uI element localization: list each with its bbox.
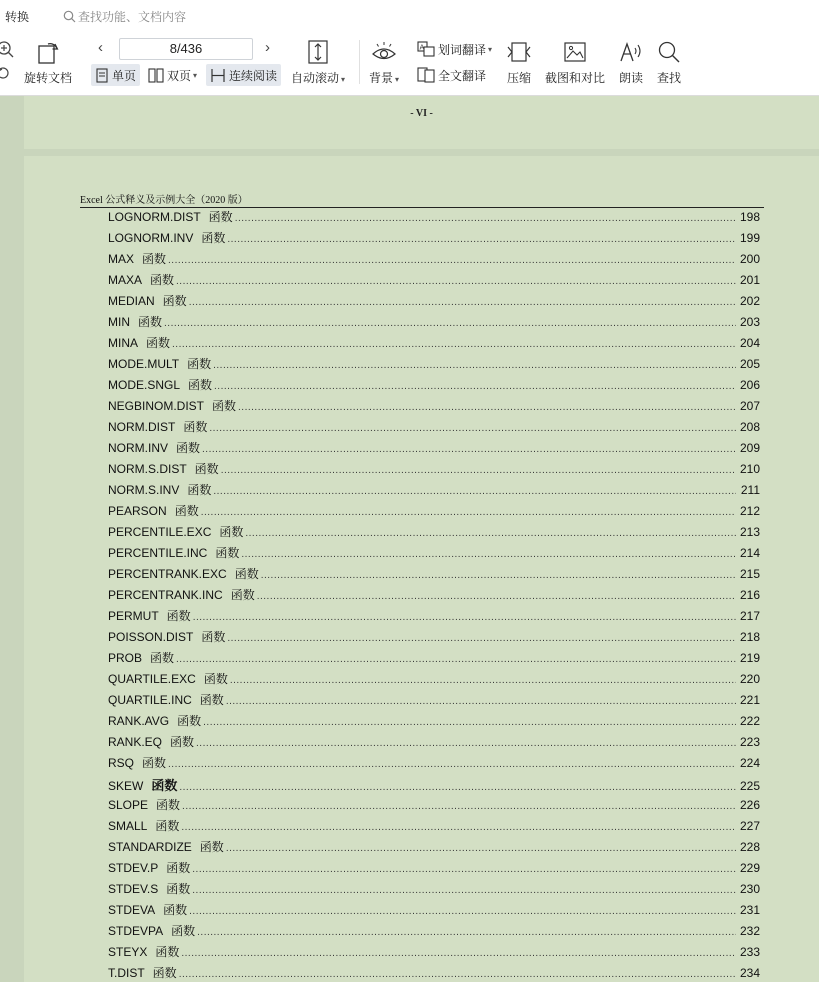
- word-translate-icon: [417, 41, 435, 57]
- toc-leader-dots: [235, 213, 736, 224]
- toc-entry-name: RSQ: [108, 756, 135, 770]
- toc-entry-name: SLOPE: [108, 798, 149, 812]
- toc-entry-func-word: 函数: [174, 504, 199, 518]
- toc-entry-page: 234: [739, 966, 760, 980]
- full-translate-button[interactable]: [413, 64, 490, 86]
- toc-entry-func-word: 函数: [146, 336, 171, 350]
- toc-leader-dots: [238, 402, 736, 413]
- toc-entry-page: 225: [739, 779, 760, 793]
- toc-entry-page: 200: [739, 252, 760, 266]
- toc-entry-func-word: 函数: [142, 252, 167, 266]
- prev-page-button[interactable]: ‹: [98, 39, 103, 56]
- page-number-input[interactable]: 8/436: [119, 38, 253, 60]
- toc-entry-name: POISSON.DIST: [108, 630, 194, 644]
- toc-leader-dots: [213, 360, 736, 371]
- double-page-icon: [148, 68, 164, 83]
- toc-entry[interactable]: [108, 439, 760, 460]
- toc-entry-name: PERCENTILE.EXC: [108, 525, 212, 539]
- toc-entry[interactable]: [108, 313, 760, 334]
- toc-leader-dots: [179, 969, 736, 980]
- chevron-down-icon: ▾: [395, 75, 400, 84]
- toc-entry-func-word-bold: 函数: [151, 778, 178, 793]
- chevron-down-icon: ▾: [193, 70, 198, 80]
- toc-entry-func-word: 函数: [188, 378, 213, 392]
- continuous-read-button[interactable]: [206, 64, 281, 86]
- toc-entry-page: 220: [739, 672, 760, 686]
- toc-leader-dots: [176, 654, 736, 665]
- toc-entry[interactable]: [108, 334, 760, 355]
- toc-leader-dots: [168, 759, 736, 770]
- rotate-document-button[interactable]: [24, 39, 72, 86]
- toc-entry[interactable]: [108, 922, 760, 943]
- word-translate-button[interactable]: [413, 38, 496, 60]
- document-viewport[interactable]: [0, 96, 819, 982]
- toc-entry-page: 231: [739, 903, 760, 917]
- svg-text:A: A: [419, 43, 425, 52]
- toc-entry-name: PERMUT: [108, 609, 159, 623]
- toc-leader-dots: [257, 591, 736, 602]
- toc-entry-name: RANK.AVG: [108, 714, 170, 728]
- toc-entry-page: 232: [739, 924, 760, 938]
- toc-entry[interactable]: [108, 460, 760, 481]
- toc-entry-page: 208: [739, 420, 760, 434]
- toc-entry-name: STANDARDIZE: [108, 840, 192, 854]
- next-page-button[interactable]: ›: [265, 39, 270, 56]
- title-bar: [0, 0, 819, 32]
- compress-button[interactable]: [506, 39, 532, 86]
- toc-entry-name: MODE.MULT: [108, 357, 180, 371]
- toc-entry[interactable]: [108, 838, 760, 859]
- continuous-read-icon: [210, 68, 226, 83]
- table-of-contents: [108, 208, 760, 982]
- toc-entry-page: 224: [739, 756, 760, 770]
- toc-entry-page: 211: [740, 483, 760, 497]
- toc-entry[interactable]: [108, 502, 760, 523]
- toc-entry-func-word: 函数: [171, 924, 196, 938]
- word-translate-label: 划词翻译: [438, 42, 487, 57]
- running-header: Excel 公式释义及示例大全（2020 版）: [80, 191, 764, 208]
- toc-leader-dots: [214, 381, 736, 392]
- toolbar-divider: [359, 40, 360, 84]
- toc-entry-func-word: 函数: [152, 966, 177, 980]
- toc-entry-func-word: 函数: [155, 819, 180, 833]
- search-icon: [656, 39, 682, 65]
- toc-entry-func-word: 函数: [166, 882, 191, 896]
- toc-entry-name: STDEVPA: [108, 924, 164, 938]
- toc-entry-name: STDEVA: [108, 903, 156, 917]
- read-aloud-button[interactable]: [618, 39, 644, 86]
- read-aloud-icon: [618, 39, 644, 65]
- toc-entry-name: NORM.S.DIST: [108, 462, 187, 476]
- toc-entry-func-word: 函数: [201, 630, 226, 644]
- toc-entry-page: 218: [739, 630, 760, 644]
- toc-entry-page: 203: [739, 315, 760, 329]
- toc-entry[interactable]: [108, 208, 760, 229]
- search-box[interactable]: [63, 8, 186, 25]
- toc-entry-name: PEARSON: [108, 504, 167, 518]
- toc-entry-func-word: 函数: [230, 588, 255, 602]
- toc-entry-name: MINA: [108, 336, 138, 350]
- toc-entry-name: MODE.SNGL: [108, 378, 181, 392]
- toc-entry-page: 206: [739, 378, 760, 392]
- toc-entry-name: NEGBINOM.DIST: [108, 399, 205, 413]
- toc-leader-dots: [227, 234, 736, 245]
- toc-entry[interactable]: [108, 607, 760, 628]
- find-button[interactable]: [656, 39, 682, 86]
- toc-entry-page: 227: [739, 819, 760, 833]
- toc-entry-func-word: 函数: [187, 357, 212, 371]
- toc-entry-page: 222: [739, 714, 760, 728]
- toc-entry-func-word: 函数: [199, 693, 224, 707]
- toc-entry-page: 201: [739, 273, 760, 287]
- toc-entry[interactable]: [108, 649, 760, 670]
- toc-entry-func-word: [151, 775, 177, 794]
- toc-entry[interactable]: [108, 418, 760, 439]
- toc-entry-func-word: 函数: [177, 714, 202, 728]
- rotate-small-icon[interactable]: [0, 66, 10, 80]
- toc-entry-page: 212: [739, 504, 760, 518]
- toc-entry[interactable]: [108, 733, 760, 754]
- toc-entry[interactable]: [108, 775, 760, 796]
- toc-entry[interactable]: [108, 565, 760, 586]
- toc-leader-dots: [241, 549, 736, 560]
- toc-entry-page: 230: [739, 882, 760, 896]
- toc-leader-dots: [226, 696, 736, 707]
- auto-scroll-button[interactable]: [291, 39, 345, 86]
- toc-entry-page: 199: [739, 231, 760, 245]
- toc-leader-dots: [168, 255, 736, 266]
- toc-entry-name: SMALL: [108, 819, 148, 833]
- toc-leader-dots: [182, 801, 736, 812]
- read-aloud-label: 朗读: [618, 71, 643, 85]
- toc-leader-dots: [201, 507, 736, 518]
- toc-leader-dots: [202, 444, 736, 455]
- compress-icon: [506, 39, 532, 65]
- toc-entry-func-word: 函数: [212, 399, 237, 413]
- toc-entry-func-word: 函数: [142, 756, 167, 770]
- auto-scroll-icon: [306, 39, 330, 65]
- toc-entry-func-word: 函数: [162, 294, 187, 308]
- full-translate-label: 全文翻译: [438, 68, 487, 83]
- screenshot-icon: [562, 39, 588, 65]
- double-page-label: 双页: [167, 68, 192, 83]
- toc-entry-page: 205: [739, 357, 760, 371]
- toc-entry-func-word: 函数: [203, 672, 228, 686]
- single-page-icon: [95, 68, 109, 83]
- toc-entry-func-word: 函数: [199, 840, 224, 854]
- toc-entry[interactable]: [108, 397, 760, 418]
- toc-entry-func-word: 函数: [150, 273, 175, 287]
- find-label: 查找: [656, 71, 681, 85]
- toc-leader-dots: [189, 906, 736, 917]
- toc-entry-name: MEDIAN: [108, 294, 155, 308]
- continuous-read-label: 连续阅读: [229, 68, 278, 83]
- toc-entry-page: 215: [739, 567, 760, 581]
- rotate-document-icon: [35, 39, 61, 65]
- toc-leader-dots: [261, 570, 736, 581]
- screenshot-compare-label: 截图和对比: [545, 71, 606, 85]
- toc-entry-page: 226: [739, 798, 760, 812]
- toc-entry-func-word: 函数: [234, 567, 259, 581]
- toc-entry[interactable]: [108, 628, 760, 649]
- eye-icon: [370, 39, 398, 65]
- toc-entry[interactable]: [108, 376, 760, 397]
- toc-entry-func-word: 函数: [219, 525, 244, 539]
- toc-entry[interactable]: [108, 880, 760, 901]
- toc-leader-dots: [230, 675, 736, 686]
- toc-entry-page: 229: [739, 861, 760, 875]
- toc-entry-name: PERCENTILE.INC: [108, 546, 208, 560]
- toc-entry-func-word: 函数: [166, 609, 191, 623]
- toc-entry-page: 217: [739, 609, 760, 623]
- toc-entry[interactable]: [108, 817, 760, 838]
- toc-entry-page: 216: [739, 588, 760, 602]
- toc-entry-func-word: 函数: [163, 903, 188, 917]
- toc-entry-func-word: 函数: [156, 798, 181, 812]
- toc-entry[interactable]: [108, 691, 760, 712]
- toc-leader-dots: [181, 822, 736, 833]
- toolbar: [0, 32, 819, 96]
- toc-entry-page: 233: [739, 945, 760, 959]
- toc-entry-name: PERCENTRANK.EXC: [108, 567, 227, 581]
- current-page: [24, 156, 819, 982]
- toc-entry-name: T.DIST: [108, 966, 145, 980]
- toc-leader-dots: [226, 843, 736, 854]
- toc-entry-name: SKEW: [108, 779, 144, 793]
- toc-entry-page: 210: [739, 462, 760, 476]
- single-page-label: 单页: [112, 68, 137, 83]
- double-page-button[interactable]: [144, 64, 201, 86]
- toc-entry-name: STEYX: [108, 945, 148, 959]
- toc-entry-name: NORM.DIST: [108, 420, 176, 434]
- toc-entry[interactable]: [108, 796, 760, 817]
- toc-entry-func-word: 函数: [187, 483, 212, 497]
- toc-entry[interactable]: [108, 943, 760, 964]
- toc-entry[interactable]: [108, 586, 760, 607]
- toc-leader-dots: [196, 738, 736, 749]
- toc-entry[interactable]: [108, 859, 760, 880]
- toc-entry-func-word: 函数: [155, 945, 180, 959]
- toc-leader-dots: [197, 927, 736, 938]
- zoom-in-icon[interactable]: [0, 40, 14, 58]
- toc-entry[interactable]: [108, 964, 760, 982]
- page-number: - VI -: [410, 108, 433, 119]
- toc-entry[interactable]: [108, 523, 760, 544]
- toc-entry-name: MAX: [108, 252, 135, 266]
- toc-entry-name: MAXA: [108, 273, 143, 287]
- toc-entry-func-word: 函数: [194, 462, 219, 476]
- toc-leader-dots: [203, 717, 736, 728]
- toc-leader-dots: [245, 528, 736, 539]
- toc-leader-dots: [172, 339, 736, 350]
- toc-entry-name: LOGNORM.INV: [108, 231, 194, 245]
- search-icon: [63, 10, 76, 23]
- toc-entry-page: 214: [739, 546, 760, 560]
- toc-entry-page: 209: [739, 441, 760, 455]
- toc-leader-dots: [193, 612, 736, 623]
- toc-entry[interactable]: [108, 544, 760, 565]
- toc-leader-dots: [176, 276, 736, 287]
- toc-leader-dots: [209, 423, 736, 434]
- toc-leader-dots: [227, 633, 736, 644]
- toc-leader-dots: [189, 297, 736, 308]
- toc-entry-page: 213: [739, 525, 760, 539]
- tab-convert[interactable]: 转换: [5, 9, 30, 24]
- toc-entry[interactable]: [108, 292, 760, 313]
- screenshot-compare-button[interactable]: [545, 39, 605, 86]
- toc-leader-dots: [192, 864, 736, 875]
- toc-entry-name: LOGNORM.DIST: [108, 210, 201, 224]
- toc-entry-name: RANK.EQ: [108, 735, 163, 749]
- toc-entry-page: 198: [739, 210, 760, 224]
- toc-entry-page: 204: [739, 336, 760, 350]
- toc-entry-page: 223: [739, 735, 760, 749]
- chevron-down-icon: ▾: [488, 44, 493, 54]
- search-placeholder: 查找功能、文档内容: [78, 9, 187, 24]
- toc-leader-dots: [221, 465, 736, 476]
- single-page-button[interactable]: [91, 64, 140, 86]
- toc-entry-func-word: 函数: [150, 651, 175, 665]
- toc-entry-page: 202: [739, 294, 760, 308]
- full-translate-icon: [417, 67, 435, 83]
- toc-entry-func-word: 函数: [176, 441, 201, 455]
- toc-entry[interactable]: [108, 670, 760, 691]
- toc-leader-dots: [179, 782, 736, 793]
- toc-entry[interactable]: [108, 250, 760, 271]
- auto-scroll-label: 自动滚动: [291, 71, 340, 85]
- toc-entry[interactable]: [108, 355, 760, 376]
- toc-entry[interactable]: [108, 229, 760, 250]
- toc-entry-func-word: 函数: [215, 546, 240, 560]
- toc-entry-func-word: 函数: [138, 315, 163, 329]
- chevron-down-icon: ▾: [341, 75, 346, 84]
- toc-entry[interactable]: [108, 901, 760, 922]
- toc-entry[interactable]: [108, 754, 760, 775]
- previous-page: [24, 96, 819, 149]
- toc-entry-name: PERCENTRANK.INC: [108, 588, 223, 602]
- toc-leader-dots: [164, 318, 736, 329]
- toc-entry-name: MIN: [108, 315, 130, 329]
- toc-entry-func-word: 函数: [208, 210, 233, 224]
- toc-entry-name: PROB: [108, 651, 143, 665]
- toc-entry[interactable]: [108, 271, 760, 292]
- toc-entry-name: QUARTILE.INC: [108, 693, 192, 707]
- toc-entry-page: 207: [739, 399, 760, 413]
- rotate-document-label: 旋转文档: [24, 71, 73, 85]
- toc-entry-func-word: 函数: [170, 735, 195, 749]
- toc-entry-func-word: 函数: [201, 231, 226, 245]
- toc-entry-name: STDEV.P: [108, 861, 159, 875]
- background-button[interactable]: [369, 39, 399, 86]
- toc-entry-page: 219: [739, 651, 760, 665]
- toc-leader-dots: [192, 885, 736, 896]
- toc-entry-func-word: 函数: [183, 420, 208, 434]
- toc-entry-name: NORM.S.INV: [108, 483, 180, 497]
- toc-entry-name: STDEV.S: [108, 882, 159, 896]
- toc-entry-page: 221: [739, 693, 760, 707]
- toc-entry-func-word: 函数: [166, 861, 191, 875]
- toc-entry-name: QUARTILE.EXC: [108, 672, 196, 686]
- toc-entry-name: NORM.INV: [108, 441, 168, 455]
- toc-leader-dots: [181, 948, 736, 959]
- toc-entry-page: 228: [739, 840, 760, 854]
- compress-label: 压缩: [506, 71, 531, 85]
- background-label: 背景: [369, 71, 394, 85]
- toc-leader-dots: [213, 486, 736, 497]
- toc-entry[interactable]: [108, 481, 760, 502]
- toc-entry[interactable]: [108, 712, 760, 733]
